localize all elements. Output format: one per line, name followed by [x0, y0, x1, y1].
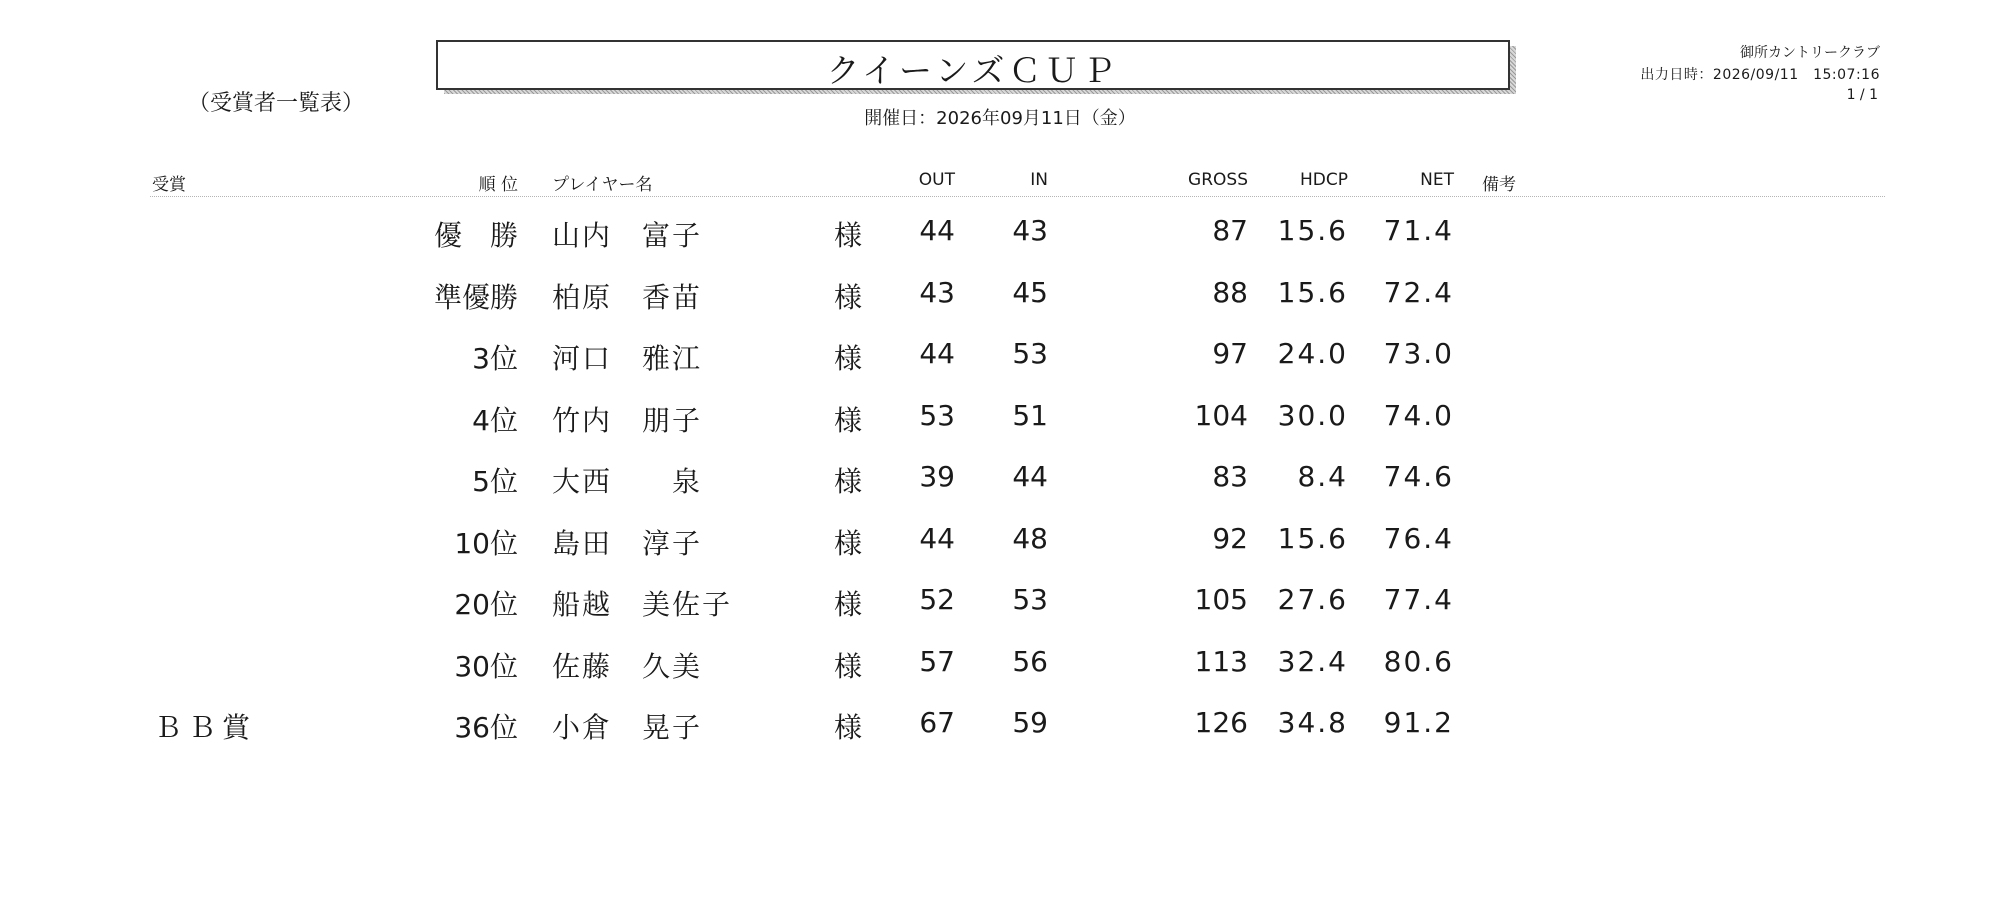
header-divider [150, 196, 1885, 197]
net-score-cell: 73.0 [1383, 337, 1454, 370]
award-cell: ＢＢ賞 [154, 711, 257, 744]
table-row [0, 204, 2000, 266]
club-name: 御所カントリークラブ [1740, 45, 1880, 61]
out-score-cell: 67 [919, 706, 955, 739]
table-row [0, 573, 2000, 635]
hdcp-cell: 30.0 [1277, 398, 1348, 432]
column-header-player: プレイヤー名 [552, 175, 653, 195]
honorific-cell: 様 [834, 219, 863, 252]
rank-cell: 3位 [472, 342, 518, 375]
gross-score-cell: 87 [1212, 214, 1248, 247]
hdcp-cell: 15.6 [1277, 214, 1348, 247]
out-score-cell: 43 [919, 275, 955, 309]
player-name-cell: 山内 富子 [552, 219, 703, 252]
rank-cell: 20位 [454, 588, 518, 621]
in-score-cell: 44 [1012, 460, 1048, 493]
net-score-cell: 80.6 [1383, 644, 1454, 678]
column-header-in: IN [1030, 170, 1048, 190]
in-score-cell: 53 [1012, 583, 1048, 616]
gross-score-cell: 83 [1212, 460, 1248, 493]
column-header-out: OUT [918, 170, 955, 190]
gross-score-cell: 104 [1194, 398, 1248, 432]
hdcp-cell: 24.0 [1277, 337, 1348, 370]
in-score-cell: 48 [1012, 521, 1048, 555]
event-date: 開催日：2026年09月11日（金） [864, 108, 1136, 129]
player-name-cell: 竹内 朋子 [552, 403, 703, 437]
honorific-cell: 様 [834, 342, 863, 375]
honorific-cell: 様 [834, 403, 863, 437]
rank-cell: 5位 [472, 465, 518, 498]
rank-cell: 30位 [454, 649, 518, 683]
gross-score-cell: 113 [1194, 644, 1248, 678]
column-header-hdcp: HDCP [1300, 170, 1348, 190]
honorific-cell: 様 [834, 280, 863, 314]
rank-cell: 10位 [454, 526, 518, 560]
player-name-cell: 河口 雅江 [552, 342, 703, 375]
honorific-cell: 様 [834, 588, 863, 621]
rank-cell: 36位 [454, 711, 518, 744]
out-score-cell: 44 [919, 521, 955, 555]
in-score-cell: 45 [1012, 275, 1048, 309]
net-score-cell: 71.4 [1383, 214, 1454, 247]
page-number: 1 / 1 [1846, 87, 1878, 103]
table-row [0, 450, 2000, 512]
in-score-cell: 53 [1012, 337, 1048, 370]
table-row [0, 696, 2000, 758]
in-score-cell: 51 [1012, 398, 1048, 432]
results-table [0, 204, 2000, 758]
in-score-cell: 43 [1012, 214, 1048, 247]
player-name-cell: 柏原 香苗 [552, 280, 703, 314]
honorific-cell: 様 [834, 711, 863, 744]
player-name-cell: 大西 泉 [552, 465, 703, 498]
table-row [0, 389, 2000, 451]
net-score-cell: 74.0 [1383, 398, 1454, 432]
net-score-cell: 74.6 [1383, 460, 1454, 493]
honorific-cell: 様 [834, 649, 863, 683]
column-header-gross: GROSS [1188, 170, 1248, 190]
gross-score-cell: 105 [1194, 583, 1248, 616]
out-score-cell: 52 [919, 583, 955, 616]
list-subtitle: （受賞者一覧表） [188, 91, 365, 116]
honorific-cell: 様 [834, 465, 863, 498]
gross-score-cell: 92 [1212, 521, 1248, 555]
hdcp-cell: 8.4 [1297, 460, 1348, 493]
hdcp-cell: 27.6 [1277, 583, 1348, 616]
table-row [0, 327, 2000, 389]
player-name-cell: 佐藤 久美 [552, 649, 703, 683]
gross-score-cell: 126 [1194, 706, 1248, 739]
in-score-cell: 59 [1012, 706, 1048, 739]
player-name-cell: 船越 美佐子 [552, 588, 733, 621]
title-box [436, 40, 1510, 90]
net-score-cell: 77.4 [1383, 583, 1454, 616]
net-score-cell: 72.4 [1383, 275, 1454, 309]
hdcp-cell: 15.6 [1277, 275, 1348, 309]
out-score-cell: 57 [919, 644, 955, 678]
table-row [0, 635, 2000, 697]
out-score-cell: 53 [919, 398, 955, 432]
hdcp-cell: 15.6 [1277, 521, 1348, 555]
net-score-cell: 76.4 [1383, 521, 1454, 555]
column-header-rank: 順 位 [478, 175, 518, 195]
out-score-cell: 44 [919, 214, 955, 247]
column-header-notes: 備考 [1482, 175, 1516, 195]
out-score-cell: 39 [919, 460, 955, 493]
print-timestamp: 出力日時：2026/09/11 15:07:16 [1640, 67, 1880, 83]
hdcp-cell: 34.8 [1277, 706, 1348, 739]
player-name-cell: 島田 淳子 [552, 526, 703, 560]
rank-cell: 4位 [472, 403, 518, 437]
table-row [0, 512, 2000, 574]
gross-score-cell: 97 [1212, 337, 1248, 370]
hdcp-cell: 32.4 [1277, 644, 1348, 678]
player-name-cell: 小倉 晃子 [552, 711, 703, 744]
rank-cell: 準優勝 [433, 280, 518, 314]
table-row [0, 266, 2000, 328]
column-header-award: 受賞 [152, 175, 186, 195]
honorific-cell: 様 [834, 526, 863, 560]
net-score-cell: 91.2 [1383, 706, 1454, 739]
page-title: クイーンズＣＵＰ [826, 51, 1120, 90]
gross-score-cell: 88 [1212, 275, 1248, 309]
in-score-cell: 56 [1012, 644, 1048, 678]
rank-cell: 優 勝 [433, 219, 518, 252]
out-score-cell: 44 [919, 337, 955, 370]
column-header-net: NET [1420, 170, 1454, 190]
